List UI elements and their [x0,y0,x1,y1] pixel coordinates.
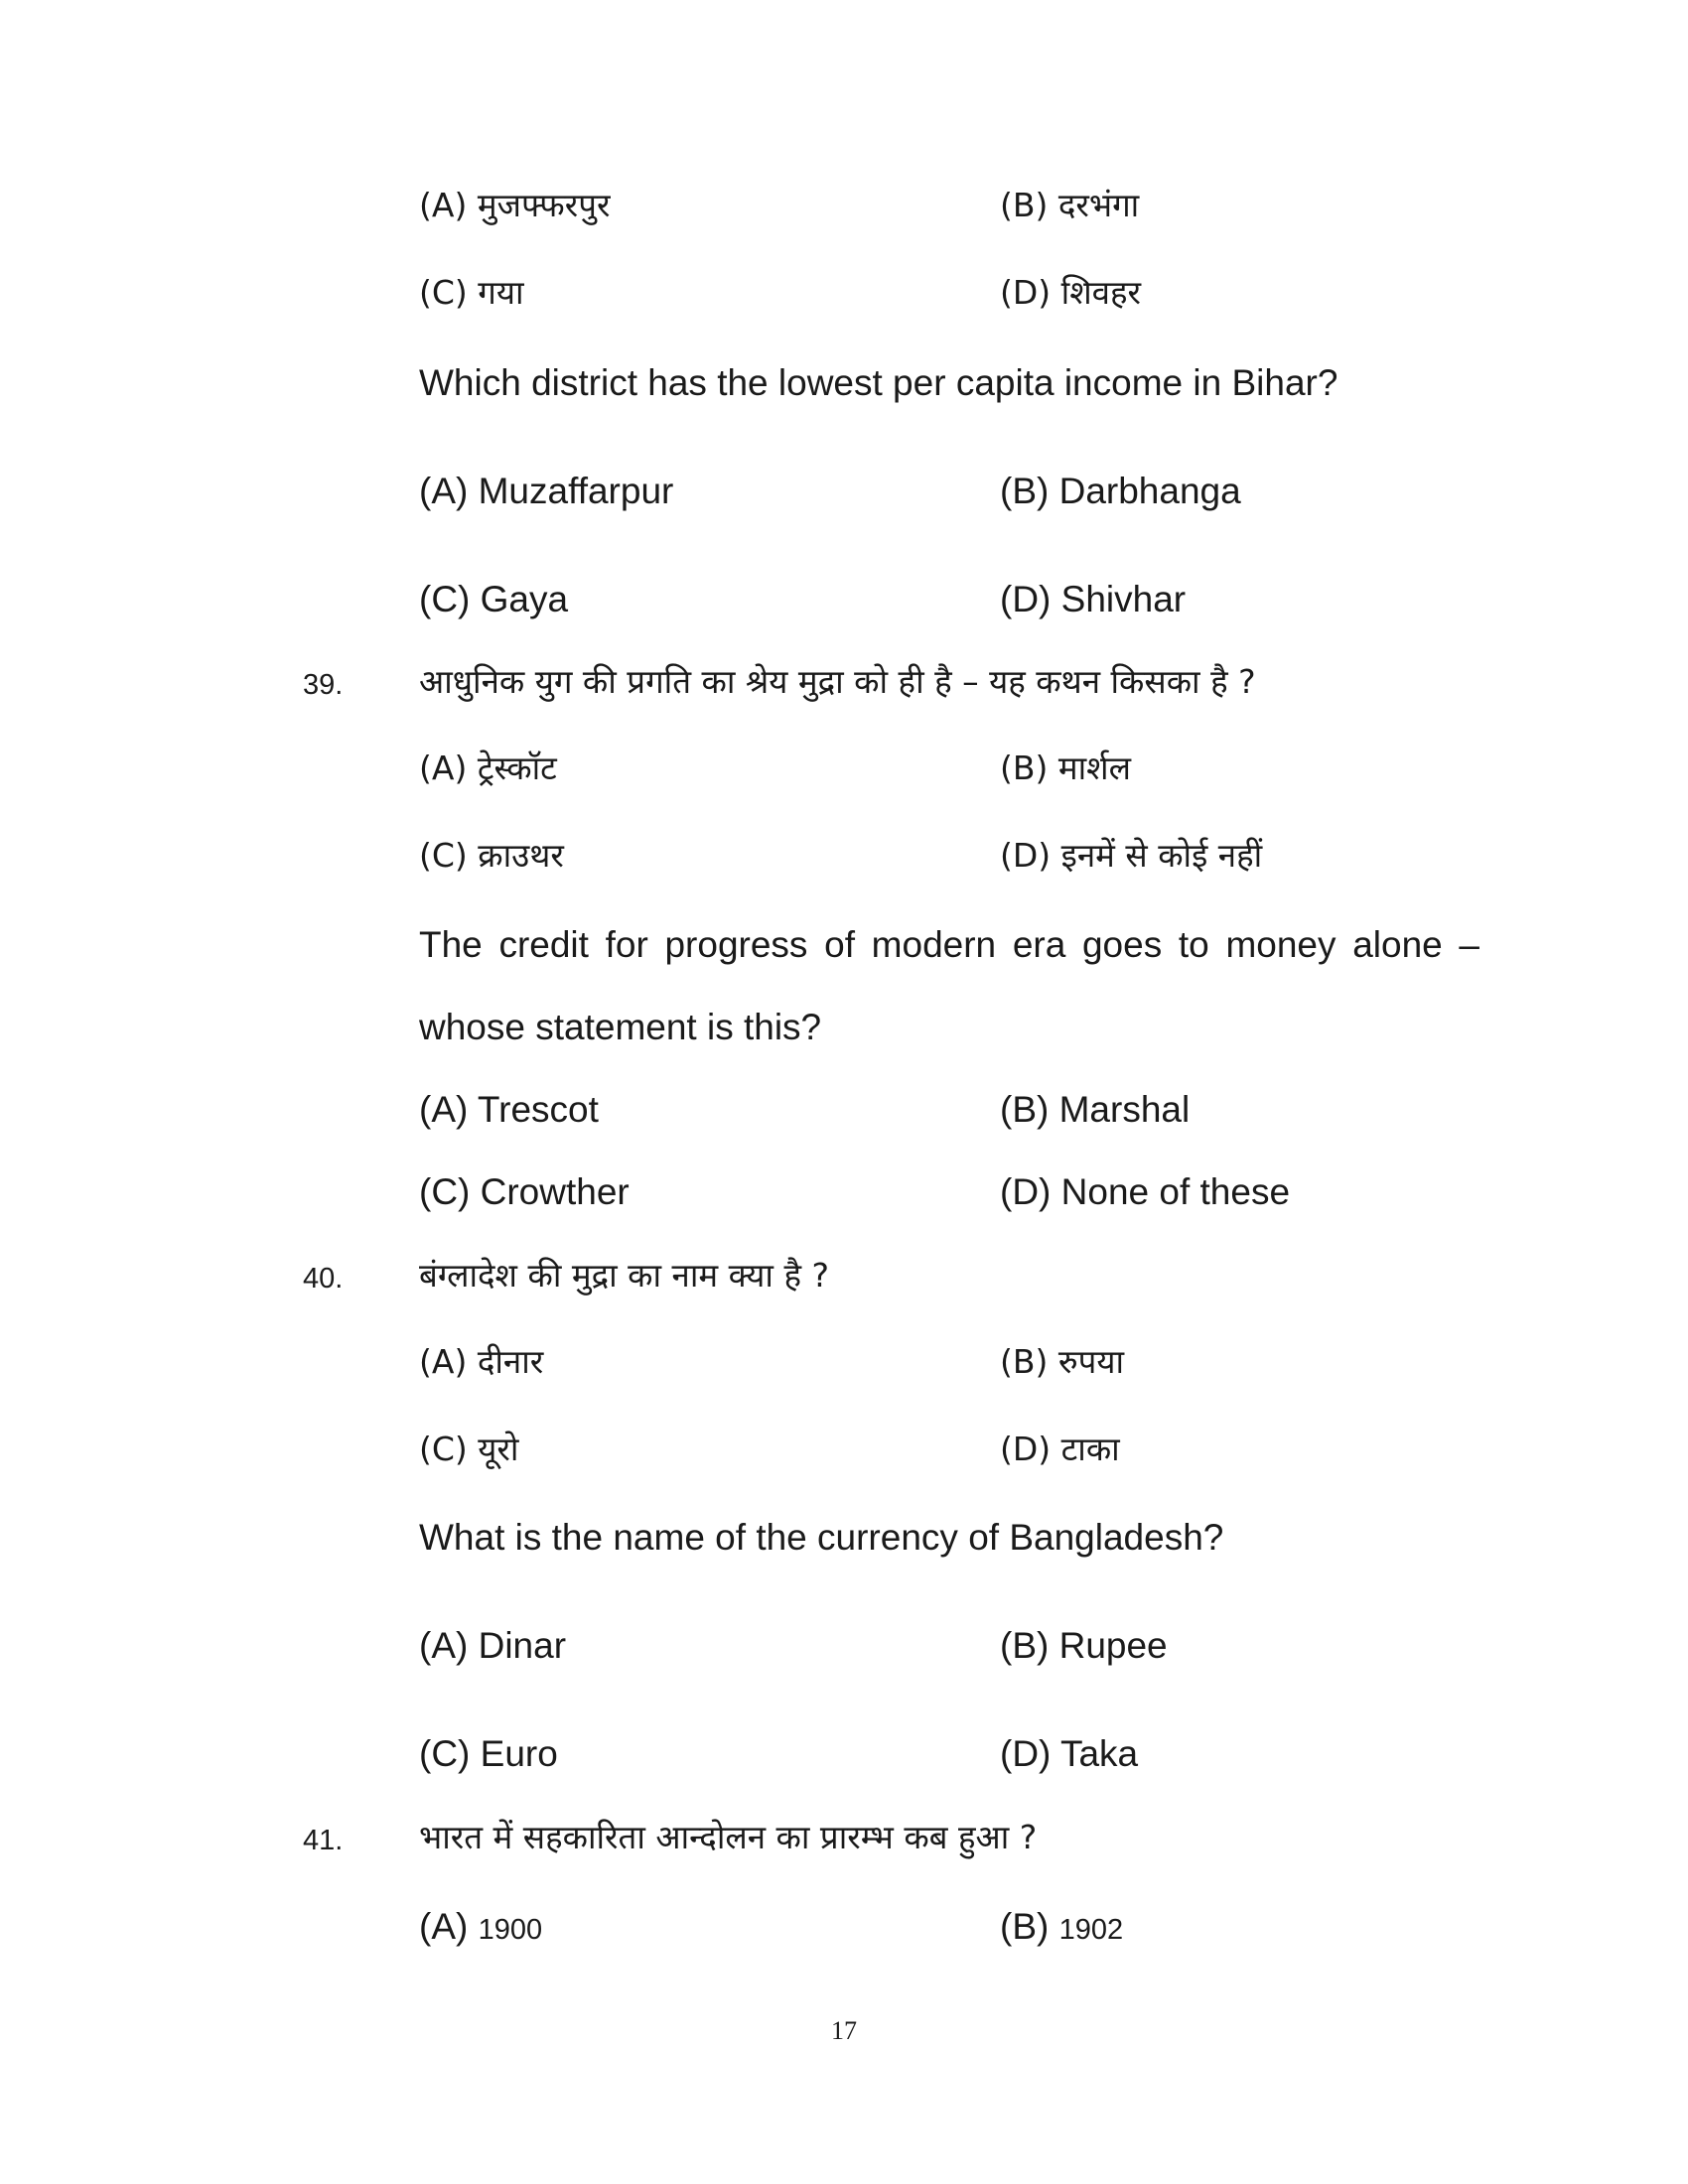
q38-english-question: Which district has the lowest per capita income in Bihar? [419,362,1338,403]
q39-number: 39. [303,669,344,701]
q40-hindi-option-d: (D) टाका [1000,1430,1120,1468]
page-number: 17 [831,2016,857,2045]
q41-option-a-label: (A) [419,1906,469,1947]
q38-english-option-d: (D) Shivhar [1000,579,1187,619]
q40-hindi-question: बंग्लादेश की मुद्रा का नाम क्या है ? [419,1256,829,1295]
q40-english-option-c: (C) Euro [419,1733,558,1774]
q41-option-b [1000,1908,1123,1945]
q38-hindi-option-c: (C) गया [419,273,524,312]
q40-english-question: What is the name of the currency of Bangladesh? [419,1517,1224,1558]
q40-hindi-option-a: (A) दीनार [419,1342,544,1381]
q40-number: 40. [303,1263,344,1295]
q39-hindi-question: आधुनिक युग की प्रगति का श्रेय मुद्रा को ही है – यह कथन किसका है ? [419,662,1256,701]
q39-english-option-c: (C) Crowther [419,1171,630,1212]
q38-english-option-b: (B) Darbhanga [1000,471,1241,511]
q40-english-option-b: (B) Rupee [1000,1625,1168,1666]
q40-english-option-a: (A) Dinar [419,1625,567,1666]
q40-english-option-d: (D) Taka [1000,1733,1139,1774]
q38-hindi-option-d: (D) शिवहर [1000,273,1142,312]
q39-hindi-option-b: (B) मार्शल [1000,749,1131,787]
q41-number: 41. [303,1825,344,1856]
q39-hindi-option-d: (D) इनमें से कोई नहीं [1000,836,1263,875]
q38-hindi-option-a: (A) मुजफ्फरपुर [419,186,611,224]
q40-hindi-option-b: (B) रुपया [1000,1342,1125,1381]
q41-option-b-value: 1902 [1058,1914,1124,1946]
q41-option-a [419,1908,542,1945]
q41-option-b-label: (B) [1000,1906,1050,1947]
q41-option-a-value: 1900 [478,1914,543,1946]
q39-english-option-b: (B) Marshal [1000,1089,1191,1130]
q39-english-option-d: (D) None of these [1000,1171,1291,1212]
q40-hindi-option-c: (C) यूरो [419,1430,519,1468]
q39-english-option-a: (A) Trescot [419,1089,599,1130]
q39-hindi-option-a: (A) ट्रेस्कॉट [419,749,557,787]
q38-english-option-c: (C) Gaya [419,579,569,619]
q39-english-question-line1: The credit for progress of modern era goes to money alone – [419,924,1479,965]
q41-hindi-question: भारत में सहकारिता आन्दोलन का प्रारम्भ कब हुआ ? [419,1818,1038,1856]
q39-english-question-line2: whose statement is this? [419,1007,822,1047]
q38-hindi-option-b: (B) दरभंगा [1000,186,1140,224]
q39-hindi-option-c: (C) क्राउथर [419,836,564,875]
q38-english-option-a: (A) Muzaffarpur [419,471,674,511]
